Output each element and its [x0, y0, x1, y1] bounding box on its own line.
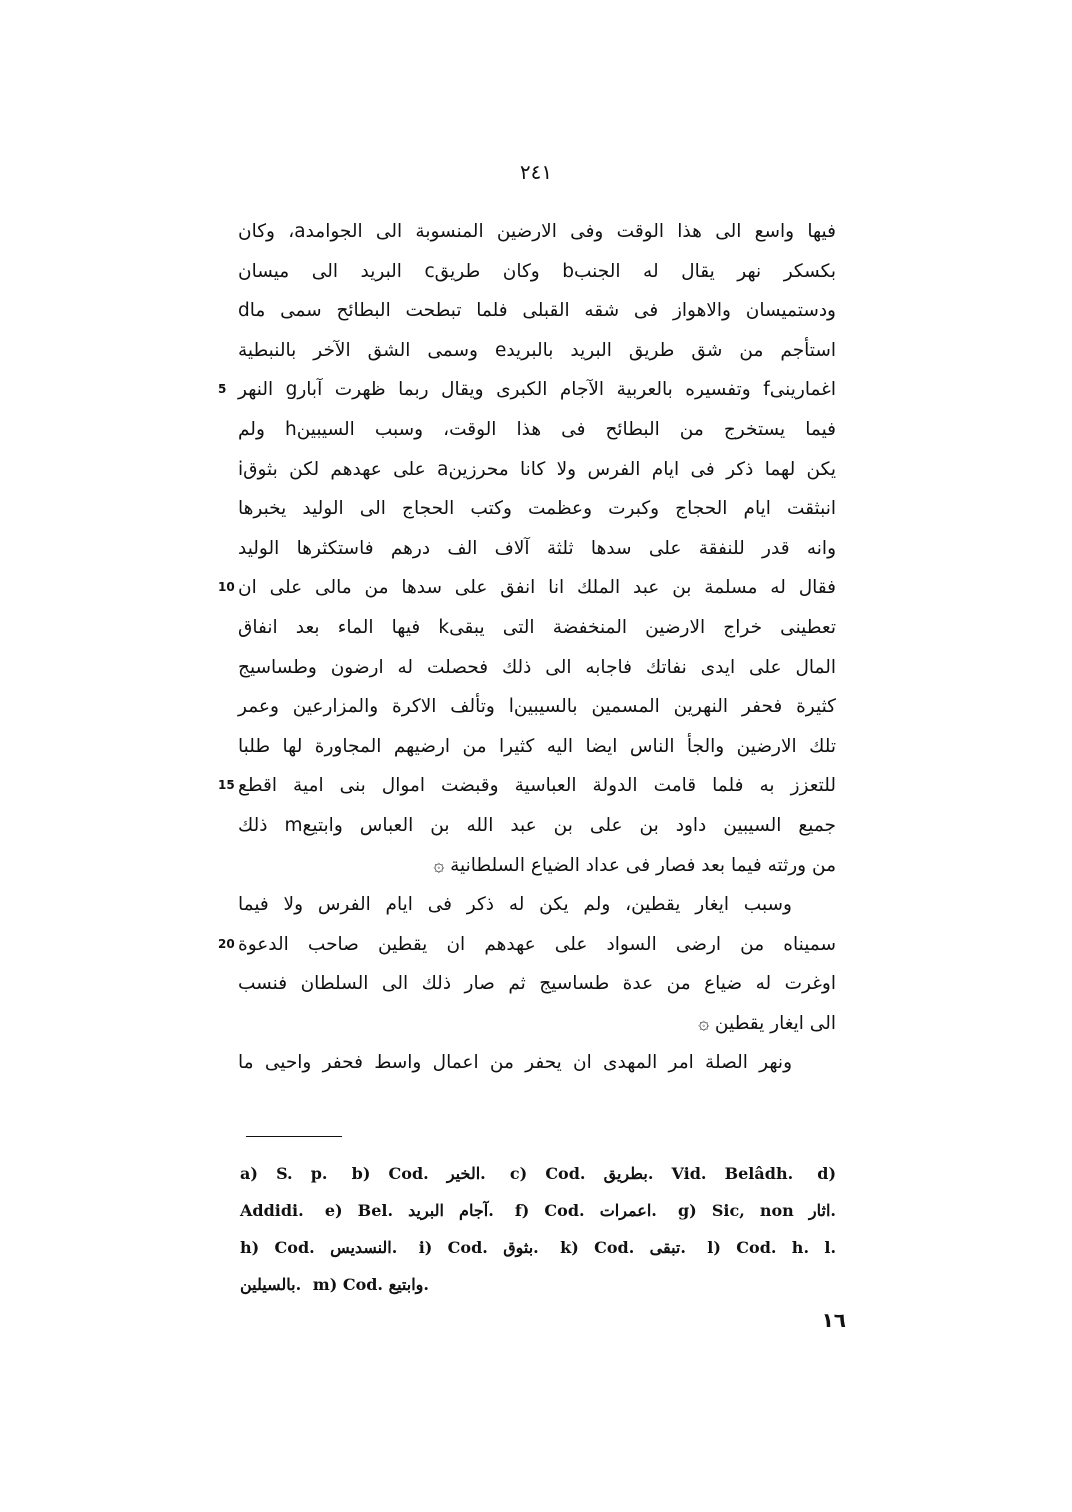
footnote-entry: m) Cod. وابتيع. — [312, 1275, 429, 1294]
footnotes — [240, 1155, 836, 1303]
text-line-content: اغمارينىf وتفسيره بالعربية الآجام الكبرى ويقال ربما ظهرت آبارg النهر — [238, 379, 836, 401]
line-number: 10 — [218, 580, 235, 595]
footnote-line — [240, 1155, 836, 1192]
text-line — [238, 806, 836, 846]
footnote-entry: f) Cod. اعمرات. — [514, 1201, 657, 1220]
text-line — [238, 608, 836, 648]
footnote-entry: k) Cod. تبقى. — [560, 1238, 686, 1257]
footnote-entry: Addidi. — [240, 1201, 304, 1220]
text-line-content: تعطينى خراج الارضين المنخفضة التى يبقىk فيها الماء بعد انفاق — [238, 616, 837, 638]
text-line-content: الى ايغار يقطين ۞ — [698, 1012, 836, 1034]
text-line — [238, 1043, 836, 1083]
footnote-divider — [246, 1136, 342, 1137]
text-line — [238, 727, 836, 767]
text-line-content: ودستميسان والاهواز فى شقه القبلى فلما تبطحت البطائح سمى ماd — [238, 300, 836, 322]
text-line — [218, 766, 836, 806]
text-line — [238, 648, 836, 688]
text-line-content: المال على ايدى نفاتك فاجابه الى ذلك فحصلت له ارضون وطساسيج — [238, 656, 836, 678]
footnote-entry: d) — [817, 1164, 837, 1183]
page-number: ٢٤١ — [519, 160, 553, 184]
text-line-content: وسبب ايغار يقطين، ولم يكن له ذكر فى ايام الفرس ولا فيما — [238, 894, 792, 916]
text-line-content: جميع السيبين داود بن على بن عبد الله بن العباس وابتيعm ذلك — [238, 814, 836, 836]
text-line — [238, 489, 836, 529]
footnote-entry: l) Cod. h. l. — [707, 1238, 837, 1257]
footnote-entry: g) Sic, non اثار. — [677, 1201, 836, 1220]
footnote-line — [240, 1192, 836, 1229]
text-line-content: تلك الارضين والجأ الناس ايضا اليه كثيرا من ارضيهم المجاورة لها طلبا — [238, 735, 836, 757]
text-line-content: فيها واسع الى هذا الوقت وفى الارضين المنسوبة الى الجوامدa، وكان — [238, 221, 836, 242]
footnote-entry: c) Cod. بطريق. Vid. Belâdh. — [509, 1164, 794, 1183]
text-line-content: استأجم من شق طريق البريد بالبريدe وسمى الشق الآخر بالنبطية — [238, 339, 836, 361]
text-line-content: سميناه من ارضى السواد على عهدهم ان يقطين صاحب الدعوة — [238, 933, 836, 955]
text-line-content: ونهر الصلة امر المهدى ان يحفر من اعمال واسط فحفر واحيى ما — [238, 1052, 792, 1074]
text-line — [238, 964, 836, 1004]
footnote-entry: h) Cod. النسديس. — [240, 1238, 398, 1257]
text-line — [218, 568, 836, 608]
text-line-content: وانه قدر للنفقة على سدها ثلثة آلاف الف درهم فاستكثرها الوليد — [238, 537, 836, 559]
text-line-content: اوغرت له ضياع من عدة طساسيج ثم صار ذلك الى السلطان فنسب — [238, 973, 836, 995]
text-line — [238, 291, 836, 331]
text-line-content: للتعزز به فلما قامت الدولة العباسية وقبضت اموال بنى امية اقطع — [238, 775, 836, 797]
line-number: 5 — [218, 382, 227, 397]
text-line — [238, 331, 836, 371]
text-line — [218, 925, 836, 965]
footnote-entry: e) Bel. آجام البريد. — [324, 1201, 494, 1220]
text-line-content: بكسكر نهر يقال له الجنبb وكان طريقc البريد الى ميسان — [238, 260, 836, 282]
text-line-content: فقال له مسلمة بن عبد الملك انا انفق على سدها من مالى على ان — [238, 577, 836, 599]
text-line — [238, 687, 836, 727]
text-line — [238, 885, 836, 925]
footnote-entry: a) S. p. — [240, 1164, 328, 1183]
line-number: 20 — [218, 936, 235, 951]
line-number: 15 — [218, 778, 235, 793]
footnote-entry: i) Cod. بثوق. — [418, 1238, 539, 1257]
text-line — [238, 529, 836, 569]
text-line-content: يكن لهما ذكر فى ايام الفرس ولا كانا محرزينa على عهدهم لكن بثوقi — [238, 458, 837, 480]
text-line-content: فيما يستخرج من البطائح فى هذا الوقت، وسبب السيبينh ولم — [238, 418, 836, 440]
text-line — [238, 410, 836, 450]
footnote-entry: b) Cod. الخير. — [351, 1164, 486, 1183]
text-line — [238, 846, 836, 886]
text-line — [238, 252, 836, 292]
text-line-content: انبثقت ايام الحجاج وكبرت وعظمت وكتب الحجاج الى الوليد يخبرها — [238, 498, 836, 520]
text-line — [238, 212, 836, 252]
text-line — [238, 1004, 836, 1044]
signature-mark: ١٦ — [821, 1308, 846, 1332]
main-text — [218, 212, 837, 1083]
text-line — [218, 370, 836, 410]
text-line — [238, 450, 836, 490]
footnote-line — [240, 1229, 836, 1266]
text-line-content: كثيرة فحفر النهرين المسمين بالسيبينl وتألف الاكرة والمزارعين وعمر — [238, 696, 836, 718]
footnote-entry: بالسيلين. — [240, 1275, 302, 1294]
text-line-content: من ورثته فيما بعد فصار فى عداد الضياع السلطانية ۞ — [433, 854, 836, 876]
footnote-line — [240, 1266, 836, 1303]
